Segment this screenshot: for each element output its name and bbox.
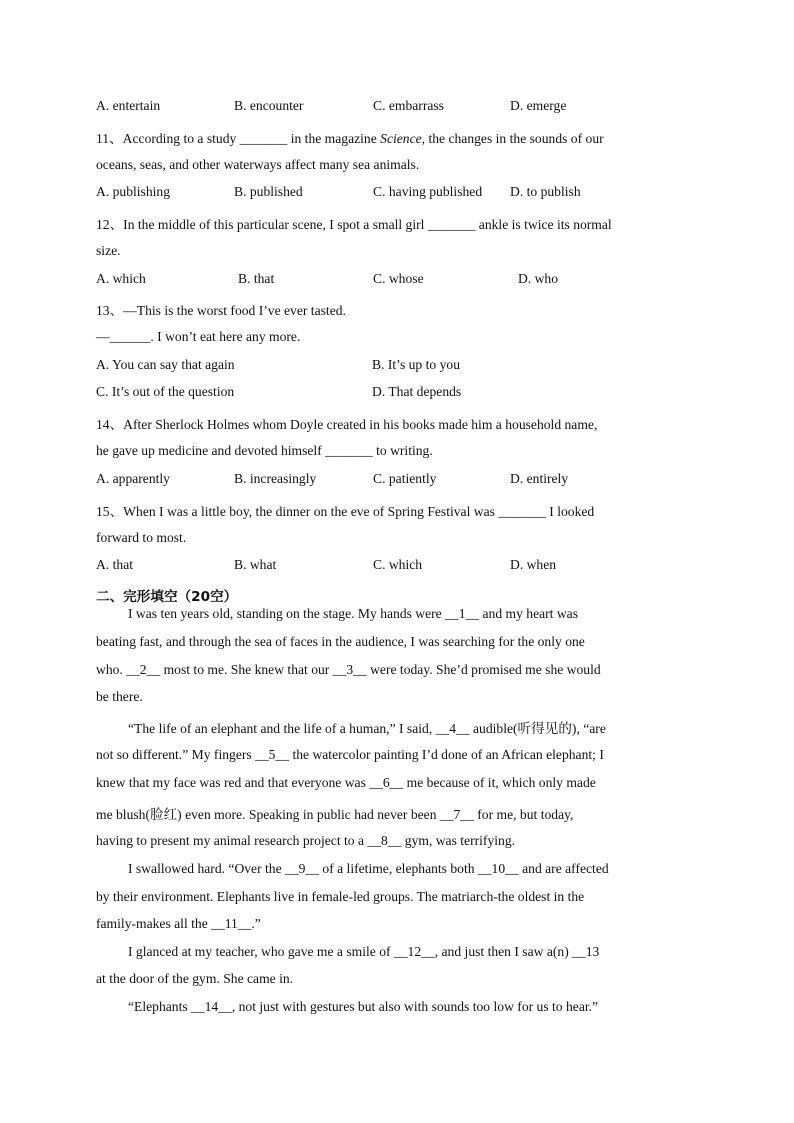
q10-option-d: D. emerge bbox=[510, 98, 567, 113]
passage-line-14: at the door of the gym. She came in. bbox=[96, 971, 294, 986]
q11-blank: _______ bbox=[239, 131, 288, 146]
q12-option-b: B. that bbox=[238, 271, 275, 286]
q10-option-b: B. encounter bbox=[234, 98, 304, 113]
passage-line-1: I was ten years old, standing on the stage. My hands were __1__ and my heart was bbox=[128, 606, 578, 621]
q15-option-d: D. when bbox=[510, 557, 557, 572]
q15-option-c: C. which bbox=[373, 557, 423, 572]
passage-line-10: I swallowed hard. “Over the __9__ of a lifetime, elephants both __10__ and are affected bbox=[128, 861, 609, 876]
q12-stem-line2: size. bbox=[96, 243, 121, 258]
passage-line-15: “Elephants __14__, not just with gestures but also with sounds too low for us to hear.” bbox=[128, 999, 599, 1014]
q11-option-c: C. having published bbox=[373, 184, 483, 199]
q11-stem bbox=[96, 127, 604, 147]
q11-option-a: A. publishing bbox=[96, 184, 171, 199]
q11-stem-b: in the magazine bbox=[287, 131, 381, 146]
passage-line-5: “The life of an elephant and the life of a human,” I said, __4__ audible(听得见的), “are bbox=[128, 721, 606, 736]
q14-option-c: C. patiently bbox=[373, 471, 437, 486]
passage-line-4: be there. bbox=[96, 689, 143, 704]
q12-option-c: C. whose bbox=[373, 271, 424, 286]
q13-option-a: A. You can say that again bbox=[96, 357, 235, 372]
passage-line-8: me blush(脸红) even more. Speaking in public had never been __7__ for me, but today, bbox=[96, 807, 574, 822]
q12-option-d: D. who bbox=[518, 271, 559, 286]
q13-stem: 13、—This is the worst food I’ve ever tasted. bbox=[96, 303, 346, 318]
q11-stem-line2: oceans, seas, and other waterways affect many sea animals. bbox=[96, 157, 420, 172]
passage-line-7: knew that my face was red and that everyone was __6__ me because of it, which only made bbox=[96, 775, 596, 790]
q12-option-a: A. which bbox=[96, 271, 146, 286]
q11-option-d: D. to publish bbox=[510, 184, 581, 199]
q15-option-b: B. what bbox=[234, 557, 277, 572]
q14-stem-line2: he gave up medicine and devoted himself _______ to writing. bbox=[96, 443, 433, 458]
q14-option-b: B. increasingly bbox=[234, 471, 317, 486]
passage-line-11: by their environment. Elephants live in female-led groups. The matriarch-the oldest in the bbox=[96, 889, 585, 904]
q15-stem-line2: forward to most. bbox=[96, 530, 187, 545]
q14-stem: 14、After Sherlock Holmes whom Doyle created in his books made him a household name, bbox=[96, 417, 598, 432]
passage-line-12: family-makes all the __11__.” bbox=[96, 916, 261, 931]
q15-option-a: A. that bbox=[96, 557, 133, 572]
q11-stem-a: 11、According to a study bbox=[96, 131, 240, 146]
q13-option-b: B. It’s up to you bbox=[372, 357, 460, 372]
q10-option-c: C. embarrass bbox=[373, 98, 444, 113]
q10-option-a: A. entertain bbox=[96, 98, 161, 113]
passage-line-13: I glanced at my teacher, who gave me a smile of __12__, and just then I saw a(n) __13 bbox=[128, 944, 600, 959]
q13-option-c: C. It’s out of the question bbox=[96, 384, 235, 399]
q13-option-d: D. That depends bbox=[372, 384, 462, 399]
q15-stem: 15、When I was a little boy, the dinner on the eve of Spring Festival was _______ I looked bbox=[96, 504, 595, 519]
passage-line-2: beating fast, and through the sea of faces in the audience, I was searching for the only one bbox=[96, 634, 585, 649]
q11-stem-c: , the changes in the sounds of our bbox=[421, 131, 604, 146]
q12-stem: 12、In the middle of this particular scene, I spot a small girl _______ ankle is twice its normal bbox=[96, 217, 612, 232]
passage-line-6: not so different.” My fingers __5__ the watercolor painting I’d done of an African elephant; I bbox=[96, 747, 604, 762]
section-heading-cloze: 二、完形填空（20空） bbox=[96, 589, 238, 605]
q14-option-a: A. apparently bbox=[96, 471, 170, 486]
passage-line-9: having to present my animal research project to a __8__ gym, was terrifying. bbox=[96, 833, 516, 848]
q14-option-d: D. entirely bbox=[510, 471, 569, 486]
passage-line-3: who. __2__ most to me. She knew that our __3__ were today. She’d promised me she would bbox=[96, 662, 601, 677]
q11-option-b: B. published bbox=[234, 184, 303, 199]
q13-stem-line2: —______. I won’t eat here any more. bbox=[96, 329, 301, 344]
q11-magazine-name: Science bbox=[380, 131, 422, 146]
